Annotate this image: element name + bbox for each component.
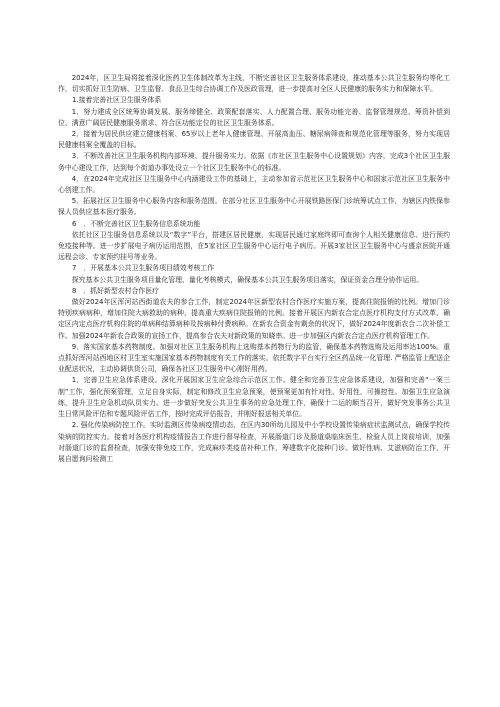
section-heading-1: 1.接着完善社区卫生服务体系 xyxy=(72,96,162,105)
paragraph-performance: 探究基本公共卫生服务项目量化管理、量化考核模式，确保基本公共卫生服务项目落实，保证资金合理分协作运用。 xyxy=(71,275,424,284)
intro-paragraph: 2024年，区卫生局将接着深化医药卫生体制改革为主线，不断完善社区卫生服务体系建设，推动基本公共卫生服务均等化工作，切实抓好卫生防病、卫生监督、食品卫生综合协调工作及医政管理，进一步提高对全区人民健康的服务实力和保障水平。 xyxy=(58,74,450,94)
paragraph-infectious-disease: 2. 强化传染病防控工作。实时监测区传染病疫情动态，在区内30所幼儿园及中小学校设置传染病症状监测试点，确保学校传染病的防控实力。接着对各医疗机构疫情报告工作进行督导检查，开展肠道门诊及肠道桌临床医生、检验人员上岗前培训，加强对肠道门诊的监督检查，加强安排免疫工作，完成麻疹类疫苗补种工作，筹建数字化接种门诊。做好性病、艾滋病防治工作，开展自愿询问检测工 xyxy=(58,421,450,463)
section-heading-6: 6 ．不断完善社区卫生服务信息系统功能 xyxy=(72,219,201,228)
section-heading-8: 8 ．抓好新型农村合作医疗 xyxy=(72,286,160,295)
paragraph-item-5: 5．拓展社区卫生服务中心服务内容和服务范围。在部分社区卫生服务中心开展铁路医保门诊统筹试点工作，为辖区内铁保参保人员供应基本医疗服务。 xyxy=(58,197,450,217)
paragraph-item-9: 9．落实国家基本药物制度。加强对社区卫生服务机构上选购基本药物行为的监管，确保基本药物选购及运用率达100%。重点抓好浑河站西地区村卫生室实施国家基本药物制度有关工作的落实。依托数字平台实行全区药品统一化管理. 严格监管上配送企业配送状况，主动协调供货公司，确保各社区卫生服务中心刚好用药。 xyxy=(58,342,450,374)
paragraph-rural-medical: 做好2024年区浑河站西街道农夫的参合工作，制定2024年区新型农村合作医疗实施方案，提高住院报销的比例。增加门诊特别疾病病种，增加住院大病救助的病种，提高重大疾病住院报销的比例。接着开展区内新农合定点医疗机构支付方式改革，确定区内定点医疗机构住院的单病种结算病种及按病种付费病种。在新农合资金有剩余的状况下，做好2024年度新农合二次补偿工作。加强2024年新农合政策的宣扬工作，提高参合农夫对新政策的知晓率。进一步加强区内新农合定点医疗机构管理工作。 xyxy=(58,298,450,340)
section-heading-7: 7 ．开展基本公共卫生服务项目绩效考核工作 xyxy=(72,264,215,273)
paragraph-item-3: 3．不断改善社区卫生服务机构内部环境、提升服务实力。依据《市社区卫生服务中心设置规划》内容，完成3个社区卫生服务中心建设工作，达到每个街道办事处设立一个社区卫生服务中心的标准。 xyxy=(58,152,450,172)
paragraph-item-1: 1．努力建成全区统筹协调发展、服务缔健全、政策配套落实、人力配置合理、服务功能完善、监督管理规范、筹资补偿到位、满意广阔居民健康服务需求、符合区功能定位的社区卫生服务体系。 xyxy=(58,107,450,127)
paragraph-item-2: 2．接着为居民供应建立健康档案、65岁以上老年人健康管理、开展高血压、糖尿病筛查和规范化管理等服务，努力实现居民健康档案全覆盖的目标。 xyxy=(58,130,450,150)
paragraph-info-system: 依托社区卫生服务信息系统以及“数字”平台，搭建区居民健康，实现居民通过家庭终即可查询个人相关健康信息、进行预约免疫接种等。进一步扩展电子病历运用范围，在5家社区卫生服务中心运行电子病历。开展3家社区卫生服务中心与盛京医院开通远程会诊、专家预约挂号等业务。 xyxy=(58,230,450,262)
paragraph-item-4: 4．在2024年完成社区卫生服务中心内涵建设工作的基础上，主动参加省示范社区卫生服务中心和国家示范社区卫生服务中心创建工作。 xyxy=(58,174,450,195)
paragraph-emergency: 1．完善卫生应急体系建设。深化开展国家卫生应急综合示范区工作。健全和完善卫生应急体系建设，加强和完善“一案三制”工作，强化预案管理，立足自身实际，制定和修改卫生应急预案，使预案更加有针对性、好用性、可操控性。加强卫生应急演练，提升卫生应急机动队员实力。进一步做好突发公共卫生事务的应急处理工作，确保十二运的顺当召开，做好突发事务公共卫生日常风险评估和专题风险评估工作，按时完成评估报告，并刚好报送相关单位。 xyxy=(58,376,450,419)
